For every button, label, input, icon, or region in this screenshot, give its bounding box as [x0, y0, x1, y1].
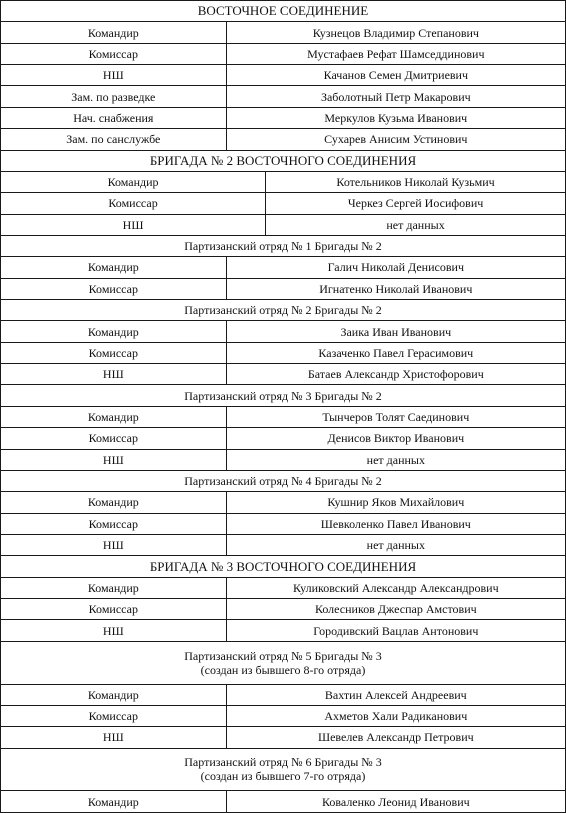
section-heading-row: [1, 470, 566, 491]
role-cell: Командир: [1, 577, 227, 598]
name-cell: Шевелев Александр Петрович: [226, 727, 565, 748]
role-cell: Командир: [1, 406, 227, 427]
name-cell: Игнатенко Николай Иванович: [226, 278, 565, 299]
name-cell: Заболотный Петр Макарович: [226, 86, 565, 107]
section-heading: БРИГАДА № 3 ВОСТОЧНОГО СОЕДИНЕНИЯ: [1, 556, 566, 577]
role-cell: Командир: [1, 492, 227, 513]
table-row: [1, 65, 566, 86]
role-cell: Комиссар: [1, 705, 227, 726]
role-cell: Комиссар: [1, 342, 227, 363]
role-cell: НШ: [1, 449, 227, 470]
unit-subheading: Партизанский отряд № 3 Бригады № 2: [1, 385, 566, 406]
role-cell: Комиссар: [1, 513, 227, 534]
table-row: [1, 428, 566, 449]
section-heading-row: [1, 385, 566, 406]
table-row: [1, 599, 566, 620]
name-cell: Котельников Николай Кузьмич: [266, 171, 566, 192]
section-heading-row: [1, 641, 566, 684]
role-cell: НШ: [1, 214, 266, 235]
table-row: [1, 129, 566, 150]
table-row: [1, 364, 566, 385]
name-cell: нет данных: [226, 449, 565, 470]
table-row: [1, 534, 566, 555]
section-heading: ВОСТОЧНОЕ СОЕДИНЕНИЕ: [1, 1, 566, 22]
section-heading-row: [1, 300, 566, 321]
role-cell: Комиссар: [1, 428, 227, 449]
name-cell: Галич Николай Денисович: [226, 257, 565, 278]
table-row: [1, 86, 566, 107]
section-heading-row: [1, 235, 566, 256]
role-cell: Командир: [1, 684, 227, 705]
role-cell: Командир: [1, 22, 227, 43]
role-cell: Командир: [1, 321, 227, 342]
role-cell: Зам. по разведке: [1, 86, 227, 107]
name-cell: Качанов Семен Дмитриевич: [226, 65, 565, 86]
name-cell: Черкез Сергей Иосифович: [266, 193, 566, 214]
role-cell: Комиссар: [1, 193, 266, 214]
table-row: [1, 193, 566, 214]
name-cell: Городивский Вацлав Антонович: [226, 620, 565, 641]
role-cell: Нач. снабжения: [1, 107, 227, 128]
role-cell: НШ: [1, 364, 227, 385]
section-heading-row: [1, 150, 566, 171]
section-heading-row: [1, 748, 566, 791]
role-cell: Комиссар: [1, 43, 227, 64]
unit-subheading: Партизанский отряд № 5 Бригады № 3 (создан из бывшего 8-го отряда): [1, 641, 566, 684]
section-heading-row: [1, 556, 566, 577]
unit-subheading: Партизанский отряд № 2 Бригады № 2: [1, 300, 566, 321]
role-cell: НШ: [1, 534, 227, 555]
role-cell: Зам. по санслужбе: [1, 129, 227, 150]
table-row: [1, 278, 566, 299]
table-row: [1, 406, 566, 427]
table-row: [1, 791, 566, 812]
table-row: [1, 257, 566, 278]
role-cell: Командир: [1, 791, 227, 812]
table-row: [1, 171, 566, 192]
table-row: [1, 449, 566, 470]
role-cell: Командир: [1, 171, 266, 192]
name-cell: Куликовский Александр Александрович: [226, 577, 565, 598]
table-row: [1, 492, 566, 513]
name-cell: Меркулов Кузьма Иванович: [226, 107, 565, 128]
unit-subheading: Партизанский отряд № 4 Бригады № 2: [1, 470, 566, 491]
table-row: [1, 684, 566, 705]
name-cell: Колесников Джеспар Амстович: [226, 599, 565, 620]
role-cell: Комиссар: [1, 278, 227, 299]
name-cell: Сухарев Анисим Устинович: [226, 129, 565, 150]
role-cell: Командир: [1, 257, 227, 278]
name-cell: нет данных: [226, 534, 565, 555]
name-cell: Вахтин Алексей Андреевич: [226, 684, 565, 705]
unit-subheading: Партизанский отряд № 1 Бригады № 2: [1, 235, 566, 256]
name-cell: Денисов Виктор Иванович: [226, 428, 565, 449]
section-heading-row: [1, 1, 566, 22]
name-cell: Тынчеров Толят Саединович: [226, 406, 565, 427]
table-row: [1, 513, 566, 534]
name-cell: Казаченко Павел Герасимович: [226, 342, 565, 363]
table-row: [1, 342, 566, 363]
table-row: [1, 577, 566, 598]
name-cell: Кушнир Яков Михайлович: [226, 492, 565, 513]
role-cell: НШ: [1, 620, 227, 641]
table-row: [1, 705, 566, 726]
name-cell: Батаев Александр Христофорович: [226, 364, 565, 385]
section-heading: БРИГАДА № 2 ВОСТОЧНОГО СОЕДИНЕНИЯ: [1, 150, 566, 171]
name-cell: Шевколенко Павел Иванович: [226, 513, 565, 534]
role-cell: НШ: [1, 65, 227, 86]
name-cell: Ахметов Хали Радиканович: [226, 705, 565, 726]
table-row: [1, 214, 566, 235]
table-row: [1, 727, 566, 748]
table-row: [1, 22, 566, 43]
table-row: [1, 321, 566, 342]
role-cell: Комиссар: [1, 599, 227, 620]
role-cell: НШ: [1, 727, 227, 748]
table-row: [1, 620, 566, 641]
unit-subheading: Партизанский отряд № 6 Бригады № 3 (создан из бывшего 7-го отряда): [1, 748, 566, 791]
name-cell: Мустафаев Рефат Шамседдинович: [226, 43, 565, 64]
name-cell: Кузнецов Владимир Степанович: [226, 22, 565, 43]
table-row: [1, 43, 566, 64]
name-cell: Заика Иван Иванович: [226, 321, 565, 342]
name-cell: Коваленко Леонид Иванович: [226, 791, 565, 812]
table-row: [1, 107, 566, 128]
name-cell: нет данных: [266, 214, 566, 235]
